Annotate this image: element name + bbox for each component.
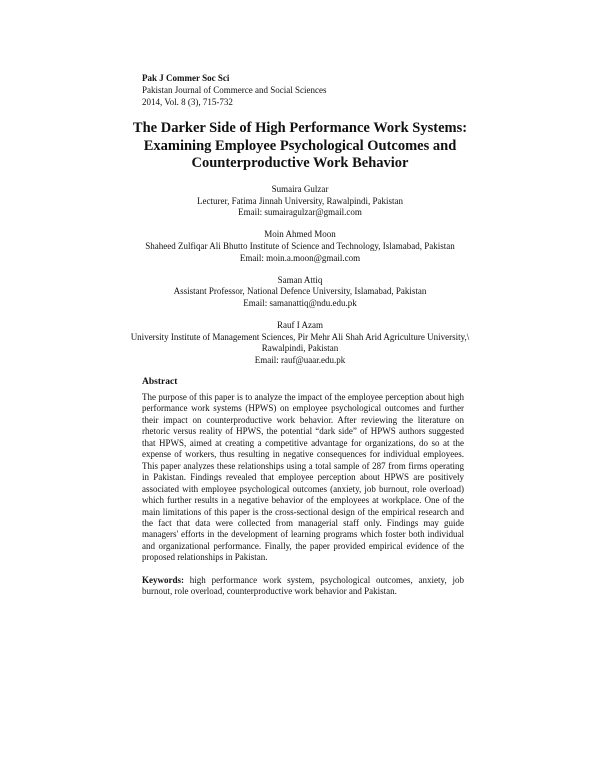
journal-volume: 2014, Vol. 8 (3), 715-732: [142, 97, 233, 107]
author-name: Saman Attiq: [277, 274, 323, 285]
abstract-text: The purpose of this paper is to analyze the impact of the employee perception about high performance work systems (HPWS) on employee psychological outcomes and further their impact on counterproductive work behavior. After reviewing the literature on rhetoric versus reality of HPWS, the potential “dark side” of HPWS authors suggested that HPWS, aimed at creating a competitive advantage for organizations, do so at the expense of workers, thus resulting in negative consequences for individual employees. This paper analyzes these relationships using a total sample of 287 from firms operating in Pakistan. Findings revealed that employee perception about HPWS are positively associated with employee psychological outcomes (anxiety, job burnout, role overload) which further results in a negative behavior of the employees at workplace. One of the main limitations of this paper is the cross-sectional design of the empirical research and the fact that data were collected from managerial staff only. Findings may guide managers' efforts in the development of learning programs which foster both individual and organizational performance. Finally, the paper provided empirical evidence of the proposed relationships in Pakistan.: [142, 392, 464, 563]
author-email: Email: rauf@uaar.edu.pk: [254, 354, 346, 365]
journal-header: [142, 72, 326, 108]
author-name: Rauf I Azam: [277, 320, 323, 331]
keywords-label: Keywords:: [142, 575, 184, 585]
author-email: Email: moin.a.moon@gmail.com: [239, 252, 361, 263]
author-affiliation: University Institute of Management Sciences, Pir Mehr Ali Shah Arid Agriculture University,\: [130, 331, 470, 342]
author-name: Moin Ahmed Moon: [264, 229, 336, 240]
keywords-text: high performance work system, psychological outcomes, anxiety, job burnout, role overload, counterproductive work behavior and Pakistan.: [142, 575, 464, 597]
author-name: Sumaira Gulzar: [271, 184, 329, 194]
author-list: [100, 184, 500, 377]
author-affiliation-continued: Rawalpindi, Pakistan: [261, 343, 339, 354]
author-affiliation: Shaheed Zulfiqar Ali Bhutto Institute of Science and Technology, Islamabad, Pakistan: [145, 240, 455, 251]
author-block: [100, 275, 500, 310]
author-email: Email: samanattiq@ndu.edu.pk: [243, 297, 357, 308]
abstract-heading: Abstract: [142, 377, 178, 387]
journal-abbreviation: Pak J Commer Soc Sci: [142, 73, 230, 83]
author-block: [100, 184, 500, 219]
keywords-paragraph: [142, 575, 464, 598]
author-block: [100, 229, 500, 264]
author-affiliation: Lecturer, Fatima Jinnah University, Rawalpindi, Pakistan: [196, 195, 403, 206]
author-block: [100, 320, 500, 366]
author-affiliation: Assistant Professor, National Defence University, Islamabad, Pakistan: [173, 286, 427, 297]
journal-name: Pakistan Journal of Commerce and Social Sciences: [142, 85, 327, 95]
paper-title: The Darker Side of High Performance Work Systems: Examining Employee Psychological Outcomes and Counterproductive Work Behavior: [132, 120, 468, 171]
author-email: Email: sumairagulzar@gmail.com: [238, 207, 362, 218]
